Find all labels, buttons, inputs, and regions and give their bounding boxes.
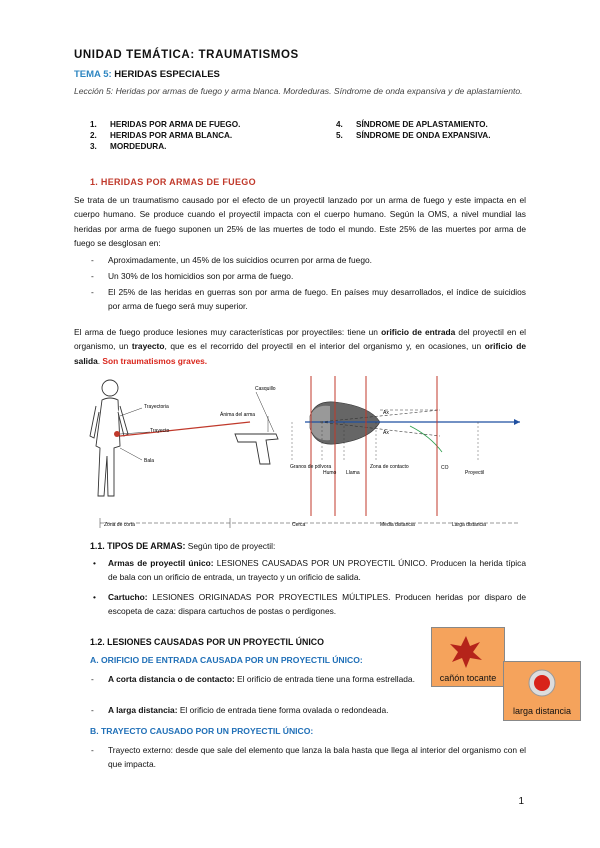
sub-1-2-heading: 1.2. LESIONES CAUSADAS POR UN PROYECTIL ÚNICO xyxy=(90,637,324,647)
label-cerca: Cerca xyxy=(292,522,306,528)
label-bala: Bala xyxy=(144,458,155,464)
toc-item: 5. SÍNDROME DE ONDA EXPANSIVA. xyxy=(336,131,491,140)
bullet-item: - A corta distancia o de contacto: El orificio de entrada tiene una forma estrellada. xyxy=(91,674,415,684)
bullet-item: - El 25% de las heridas en guerras son por arma de fuego. En países muy desarrollados, el índice de suicidios por arma de fuego será muy superior. xyxy=(91,287,526,312)
toc-left xyxy=(90,119,240,152)
star-wound-icon xyxy=(446,632,486,672)
gunshot-diagram xyxy=(80,376,530,534)
label-larga: Larga distancia xyxy=(452,522,486,528)
toc-item: 1. HERIDAS POR ARMA DE FUEGO. xyxy=(90,120,241,129)
tema-label: TEMA 5: xyxy=(74,69,112,80)
canon-tocante-caption: cañón tocante xyxy=(432,673,504,683)
bullet-item: - Un 30% de los homicidios son por arma de fuego. xyxy=(91,271,294,281)
gun-icon xyxy=(235,434,278,464)
label-co: CO xyxy=(441,465,449,471)
canon-tocante-image xyxy=(431,627,505,687)
bullet-item: - Trayecto externo: desde que sale del elemento que lanza la bala hasta que llega al interior del organismo con el que impacta. xyxy=(91,745,526,770)
label-granos: Granos de pólvora xyxy=(290,464,332,470)
larga-distancia-caption: larga distancia xyxy=(512,706,572,716)
larga-distancia-image xyxy=(503,661,581,721)
toc-item: 2. HERIDAS POR ARMA BLANCA. xyxy=(90,131,233,140)
label-ax: Ax xyxy=(383,410,389,416)
label-media: Media distancia xyxy=(380,522,415,528)
label-anima: Ánima del arma xyxy=(220,412,256,418)
label-casquillo: Casquillo xyxy=(255,386,276,392)
label-zona-corta: Zona de corta xyxy=(104,522,135,528)
page-number: 1 xyxy=(518,796,524,807)
section-1-title: 1. HERIDAS POR ARMAS DE FUEGO xyxy=(90,177,256,187)
trajectory-line xyxy=(120,422,250,436)
entry-wound-icon xyxy=(114,431,120,437)
bullet-item: • Cartucho: LESIONES ORIGINADAS POR PROYECTILES MÚLTIPLES. Producen heridas por disparo de escopeta de caza: dispara cartuchos de postas o perdigones. xyxy=(93,592,526,617)
bullet-item: - A larga distancia: El orificio de entrada tiene forma ovalada o redondeada. xyxy=(91,705,389,715)
label-humo: Humo xyxy=(323,470,337,476)
tema-heading xyxy=(74,69,220,80)
unit-title: UNIDAD TEMÁTICA: TRAUMATISMOS xyxy=(74,49,299,61)
label-proyectil: Proyectil xyxy=(465,470,485,476)
tema-text: HERIDAS ESPECIALES xyxy=(114,69,220,80)
label-trayectoria: Trayectoria xyxy=(144,404,169,410)
round-wound-icon xyxy=(527,668,557,698)
human-figure xyxy=(90,380,128,496)
bullet-item: • Armas de proyectil único: LESIONES CAUSADAS POR UN PROYECTIL ÚNICO. Producen la herida típica de bala con un orificio de entrada, un trayecto y un orificio de salida. xyxy=(93,558,526,583)
bullet-item: - Aproximadamente, un 45% de los suicidios ocurren por arma de fuego. xyxy=(91,255,372,265)
label-trayecto: Trayecto xyxy=(150,428,170,434)
toc-item: 4. SÍNDROME DE APLASTAMIENTO. xyxy=(336,120,488,129)
toc-item: 3. MORDEDURA. xyxy=(90,142,167,151)
toc-right xyxy=(336,119,491,141)
label-zona-contacto: Zona de contacto xyxy=(370,464,409,470)
label-llama: Llama xyxy=(346,470,360,476)
lesson-description: Lección 5: Heridas por armas de fuego y arma blanca. Mordeduras. Síndrome de onda expansiva y de aplastamiento. xyxy=(74,86,523,96)
section-1-paragraph-2: El arma de fuego produce lesiones muy características por proyectiles: tiene un orificio de entrada del proyectil en el organismo, un trayecto, que es el recorrido del proyectil en el interior del organismo y, en ocasiones, un orificio de salida. Son traumatismos graves. xyxy=(74,327,526,366)
section-1-paragraph: Se trata de un traumatismo causado por el efecto de un proyectil lanzado por un arma de fuego y este impacta en el cuerpo humano. Se produce cuando el proyectil impacta con el cuerpo humano. Según la OMS, a nivel mundial las heridas por arma de fuego suponen un 25% de las muertes de todo el mundo. Este 25% de las muertes por arma de fuego se desglosan en: xyxy=(74,195,526,249)
sub-1-1-heading: 1.1. TIPOS DE ARMAS: Según tipo de proyectil: xyxy=(90,541,276,551)
section-a-title: A. ORIFICIO DE ENTRADA CAUSADA POR UN PROYECTIL ÚNICO: xyxy=(90,655,363,665)
label-ax-2: Ax xyxy=(383,430,389,436)
section-b-title: B. TRAYECTO CAUSADO POR UN PROYECTIL ÚNICO: xyxy=(90,726,314,736)
